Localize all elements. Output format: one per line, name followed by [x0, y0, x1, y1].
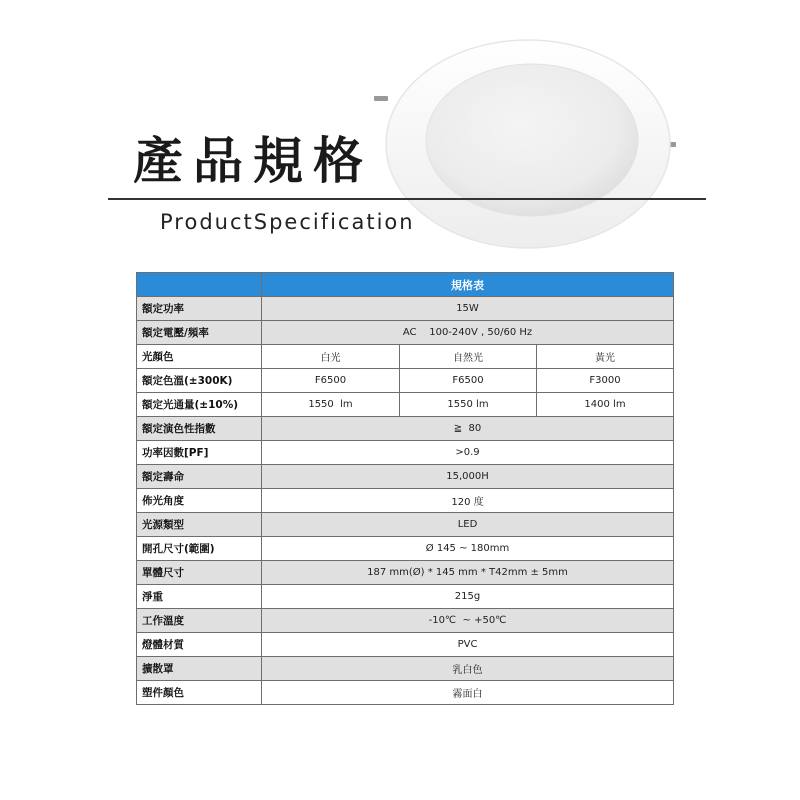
row-label: 額定光通量(±10%) [137, 393, 262, 417]
table-row [137, 513, 674, 537]
row-value: PVC [262, 633, 674, 657]
row-label: 燈體材質 [137, 633, 262, 657]
table-row [137, 633, 674, 657]
row-value-1: F6500 [262, 369, 400, 393]
table-row [137, 297, 674, 321]
table-row [137, 537, 674, 561]
table-row [137, 465, 674, 489]
row-value: Ø 145 ~ 180mm [262, 537, 674, 561]
row-value: 15,000H [262, 465, 674, 489]
spec-header-row [137, 273, 674, 297]
row-label: 額定壽命 [137, 465, 262, 489]
table-row [137, 585, 674, 609]
row-label: 單體尺寸 [137, 561, 262, 585]
row-label: 額定功率 [137, 297, 262, 321]
row-value-3: F3000 [537, 369, 674, 393]
row-value: 120 度 [262, 489, 674, 513]
row-value: 215g [262, 585, 674, 609]
table-row [137, 609, 674, 633]
page-title: 產品規格 [133, 132, 373, 190]
table-row [137, 369, 674, 393]
row-label: 佈光角度 [137, 489, 262, 513]
row-label: 淨重 [137, 585, 262, 609]
table-row [137, 393, 674, 417]
row-label: 塑件顏色 [137, 681, 262, 705]
row-value: >0.9 [262, 441, 674, 465]
row-value: LED [262, 513, 674, 537]
row-label: 光顏色 [137, 345, 262, 369]
row-value-1: 1550 lm [262, 393, 400, 417]
table-row [137, 417, 674, 441]
row-label: 額定演色性指數 [137, 417, 262, 441]
row-value: ≧ 80 [262, 417, 674, 441]
row-value-2: 自然光 [400, 345, 537, 369]
table-row [137, 345, 674, 369]
title-divider [108, 198, 706, 200]
row-value-2: 1550 lm [400, 393, 537, 417]
row-label: 額定電壓/頻率 [137, 321, 262, 345]
spec-table [136, 272, 674, 705]
table-row [137, 561, 674, 585]
row-value: 187 mm(Ø) * 145 mm * T42mm ± 5mm [262, 561, 674, 585]
row-value-3: 黃光 [537, 345, 674, 369]
table-row [137, 489, 674, 513]
row-value: 15W [262, 297, 674, 321]
row-label: 額定色溫(±300K) [137, 369, 262, 393]
product-image [372, 38, 684, 256]
row-label: 擴散罩 [137, 657, 262, 681]
row-value: 霧面白 [262, 681, 674, 705]
table-row [137, 441, 674, 465]
header-blank-cell [137, 273, 262, 297]
row-label: 工作溫度 [137, 609, 262, 633]
row-value: 乳白色 [262, 657, 674, 681]
table-row [137, 681, 674, 705]
row-label: 功率因數[PF] [137, 441, 262, 465]
row-label: 開孔尺寸(範圍) [137, 537, 262, 561]
spec-table-title: 規格表 [262, 273, 674, 297]
table-row [137, 657, 674, 681]
row-label: 光源類型 [137, 513, 262, 537]
row-value-2: F6500 [400, 369, 537, 393]
row-value-1: 白光 [262, 345, 400, 369]
table-row [137, 321, 674, 345]
row-value-3: 1400 lm [537, 393, 674, 417]
row-value: AC 100-240V , 50/60 Hz [262, 321, 674, 345]
row-value: -10℃ ~ +50℃ [262, 609, 674, 633]
page-subtitle: ProductSpecification [160, 210, 415, 234]
